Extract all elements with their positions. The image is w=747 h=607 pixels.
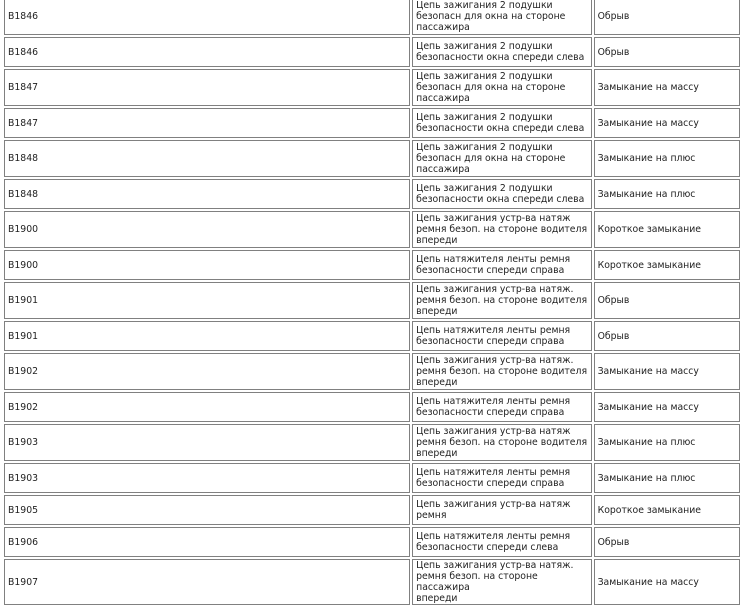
fault-type-cell: Короткое замыкание: [594, 250, 740, 280]
fault-type-cell: Замыкание на массу: [594, 353, 740, 390]
fault-type-cell: Короткое замыкание: [594, 495, 740, 525]
circuit-description-cell: Цепь зажигания 2 подушки безопасности окна спереди слева: [412, 37, 591, 67]
circuit-description-cell: Цепь зажигания устр-ва натяж. ремня безоп. на стороне водителя впереди: [412, 353, 591, 390]
dtc-table-body: [4, 0, 740, 605]
table-row: [4, 250, 740, 280]
table-row: [4, 559, 740, 605]
dtc-code-cell: B1903: [4, 463, 410, 493]
table-row: [4, 321, 740, 351]
fault-type-cell: Замыкание на плюс: [594, 424, 740, 461]
dtc-code-cell: B1901: [4, 282, 410, 319]
circuit-description-cell: Цепь зажигания 2 подушки безопасн для окна на стороне пассажира: [412, 69, 591, 106]
fault-type-cell: Замыкание на массу: [594, 559, 740, 605]
table-row: [4, 69, 740, 106]
dtc-code-cell: B1848: [4, 140, 410, 177]
fault-type-cell: Короткое замыкание: [594, 211, 740, 248]
fault-type-cell: Обрыв: [594, 527, 740, 557]
circuit-description-cell: Цепь зажигания устр-ва натяж ремня безоп. на стороне водителя впереди: [412, 424, 591, 461]
dtc-code-cell: B1905: [4, 495, 410, 525]
table-row: [4, 37, 740, 67]
fault-type-cell: Замыкание на массу: [594, 69, 740, 106]
dtc-code-cell: B1902: [4, 353, 410, 390]
dtc-code-cell: B1901: [4, 321, 410, 351]
dtc-code-cell: B1906: [4, 527, 410, 557]
circuit-description-cell: Цепь зажигания 2 подушки безопасности окна спереди слева: [412, 179, 591, 209]
circuit-description-cell: Цепь зажигания устр-ва натяж ремня безоп. на стороне водителя впереди: [412, 211, 591, 248]
table-row: [4, 527, 740, 557]
fault-type-cell: Обрыв: [594, 0, 740, 35]
dtc-code-cell: B1848: [4, 179, 410, 209]
circuit-description-cell: Цепь натяжителя ленты ремня безопасности спереди справа: [412, 321, 591, 351]
circuit-description-cell: Цепь зажигания 2 подушки безопасн для окна на стороне пассажира: [412, 140, 591, 177]
table-row: [4, 353, 740, 390]
dtc-code-cell: B1846: [4, 37, 410, 67]
table-row: [4, 211, 740, 248]
dtc-code-cell: B1907: [4, 559, 410, 605]
dtc-code-cell: B1903: [4, 424, 410, 461]
dtc-code-cell: B1900: [4, 250, 410, 280]
circuit-description-cell: Цепь зажигания устр-ва натяж ремня: [412, 495, 591, 525]
circuit-description-cell: Цепь натяжителя ленты ремня безопасности спереди справа: [412, 392, 591, 422]
fault-type-cell: Обрыв: [594, 37, 740, 67]
fault-type-cell: Замыкание на плюс: [594, 179, 740, 209]
fault-type-cell: Замыкание на плюс: [594, 463, 740, 493]
table-row: [4, 495, 740, 525]
dtc-code-cell: B1846: [4, 0, 410, 35]
table-row: [4, 424, 740, 461]
fault-type-cell: Обрыв: [594, 282, 740, 319]
table-row: [4, 108, 740, 138]
table-row: [4, 392, 740, 422]
dtc-code-cell: B1847: [4, 108, 410, 138]
table-row: [4, 282, 740, 319]
circuit-description-cell: Цепь зажигания устр-ва натяж. ремня безоп. на стороне водителя впереди: [412, 282, 591, 319]
fault-type-cell: Замыкание на плюс: [594, 140, 740, 177]
table-row: [4, 463, 740, 493]
circuit-description-cell: Цепь натяжителя ленты ремня безопасности спереди слева: [412, 527, 591, 557]
dtc-code-cell: B1900: [4, 211, 410, 248]
circuit-description-cell: Цепь натяжителя ленты ремня безопасности спереди справа: [412, 463, 591, 493]
circuit-description-cell: Цепь зажигания 2 подушки безопасности окна спереди слева: [412, 108, 591, 138]
fault-type-cell: Обрыв: [594, 321, 740, 351]
circuit-description-cell: Цепь зажигания 2 подушки безопасн для окна на стороне пассажира: [412, 0, 591, 35]
dtc-code-cell: B1847: [4, 69, 410, 106]
dtc-code-cell: B1902: [4, 392, 410, 422]
circuit-description-cell: Цепь зажигания устр-ва натяж. ремня безоп. на стороне пассажира впереди: [412, 559, 591, 605]
table-row: [4, 140, 740, 177]
table-row: [4, 0, 740, 35]
fault-type-cell: Замыкание на массу: [594, 392, 740, 422]
table-row: [4, 179, 740, 209]
circuit-description-cell: Цепь натяжителя ленты ремня безопасности спереди справа: [412, 250, 591, 280]
fault-type-cell: Замыкание на массу: [594, 108, 740, 138]
dtc-table: [2, 0, 742, 607]
